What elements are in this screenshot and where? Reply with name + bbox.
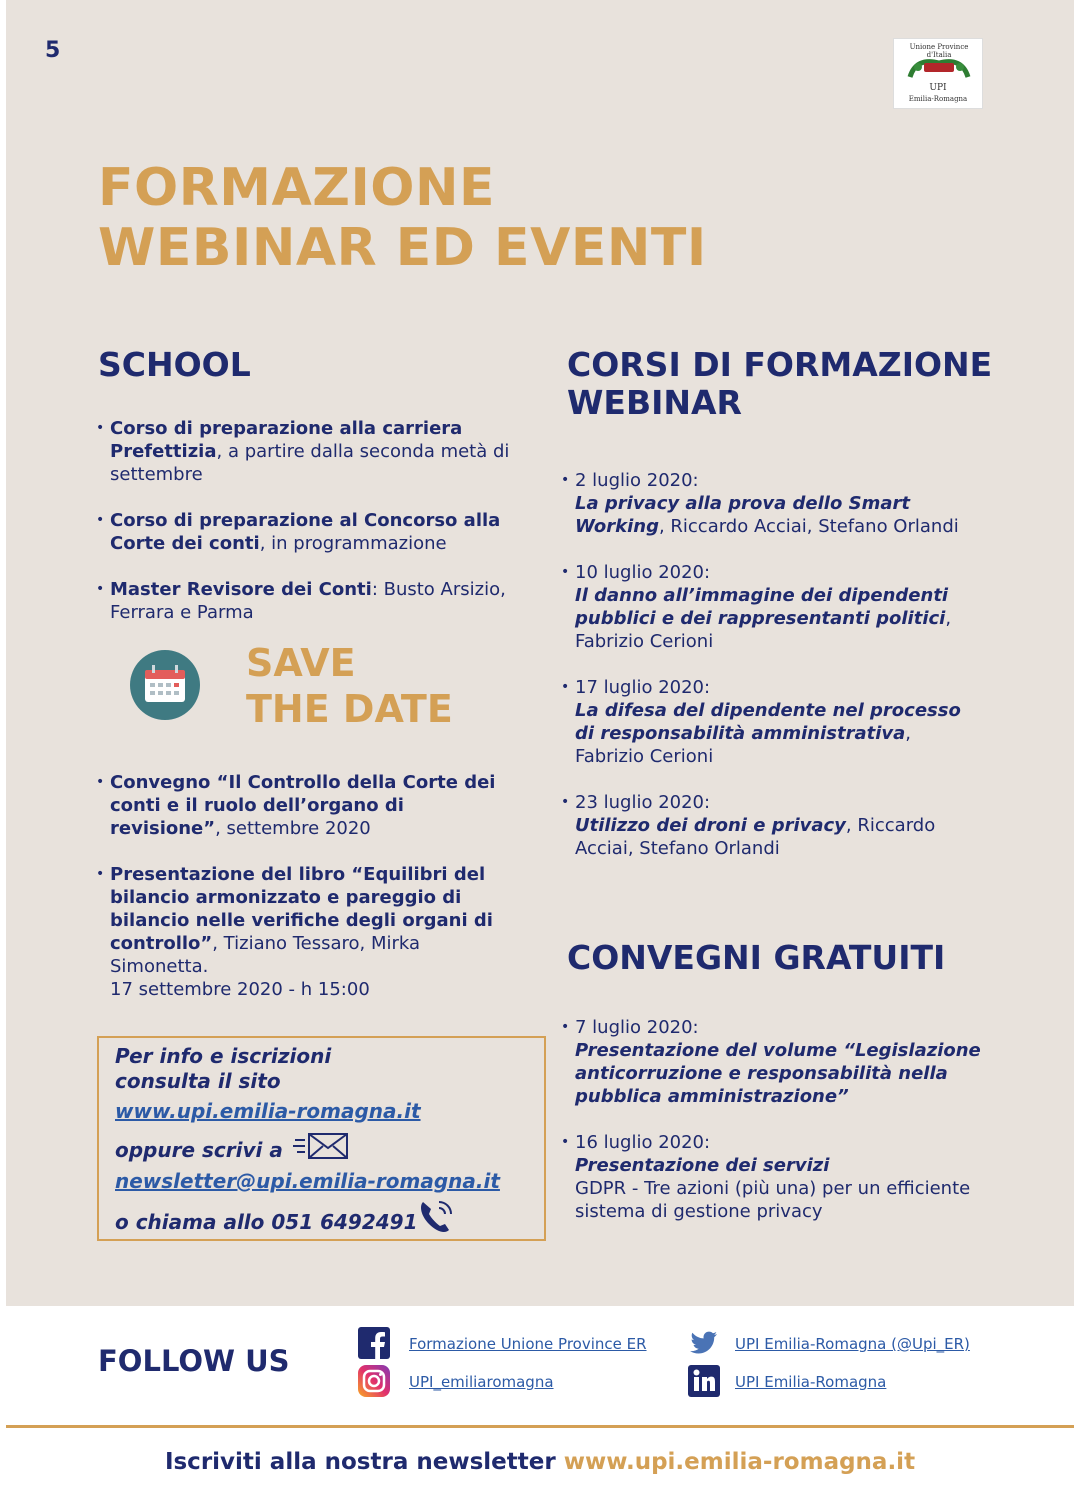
item-date: • 16 luglio 2020:: [575, 1132, 711, 1153]
item-title: La privacy alla prova dello Smart Working: [575, 493, 910, 537]
facebook-link[interactable]: Formazione Unione Province ER: [409, 1335, 647, 1353]
newsletter-label: Iscriviti alla nostra newsletter: [164, 1449, 556, 1475]
info-line-2: consulta il sito: [115, 1069, 281, 1093]
newsletter-footer: [0, 1449, 1080, 1475]
item-title: La difesa del dipendente nel processo di responsabilità amministrativa: [575, 700, 961, 744]
newsletter-url[interactable]: www.upi.emilia-romagna.it: [563, 1449, 916, 1475]
corsi-title-line-1: CORSI DI FORMAZIONE: [567, 345, 993, 384]
item-rest: , a partire dalla seconda metà di settembre: [110, 441, 510, 485]
save-the-date-heading: [246, 640, 453, 732]
list-item: [563, 791, 983, 860]
item-rest: , settembre 2020: [215, 818, 371, 839]
item-title: Presentazione dei servizi: [575, 1155, 830, 1176]
envelope-icon: [293, 1130, 351, 1162]
item-rest: , Riccardo Acciai, Stefano Orlandi: [658, 516, 959, 537]
convegni-title: CONVEGNI GRATUITI: [567, 938, 946, 977]
item-date: • 7 luglio 2020:: [575, 1017, 699, 1038]
save-date-line-1: SAVE: [246, 641, 356, 685]
twitter-icon[interactable]: [690, 1331, 718, 1355]
linkedin-link[interactable]: UPI Emilia-Romagna: [735, 1373, 887, 1391]
page-title-line-2: WEBINAR ED EVENTI: [98, 218, 707, 278]
item-extra: 17 settembre 2020 - h 15:00: [110, 979, 370, 1000]
item-rest: , Fabrizio Cerioni: [575, 723, 912, 767]
item-rest: , Fabrizio Cerioni: [575, 608, 952, 652]
item-date: • 17 luglio 2020:: [575, 677, 711, 698]
email-link[interactable]: newsletter@upi.emilia-romagna.it: [115, 1169, 500, 1193]
list-item: [563, 469, 983, 538]
item-rest: , Tiziano Tessaro, Mirka Simonetta.: [110, 933, 421, 977]
list-item: [563, 1016, 983, 1108]
page-title: [98, 158, 707, 278]
item-bold: Master Revisore dei Conti: [110, 579, 372, 600]
info-box: [97, 1036, 546, 1241]
item-rest: , Riccardo Acciai, Stefano Orlandi: [575, 815, 936, 859]
list-item: [563, 1131, 983, 1223]
item-rest: , in programmazione: [259, 533, 447, 554]
phone-text: o chiama allo 051 6492491: [115, 1210, 418, 1234]
or-write-text: oppure scrivi a: [115, 1138, 283, 1162]
linkedin-icon[interactable]: [688, 1365, 720, 1397]
convegni-list: [563, 1016, 983, 1223]
item-bold: Presentazione del libro “Equilibri del bilancio armonizzato e pareggio di bilancio nelle verifiche degli organi di controllo”: [110, 864, 493, 954]
item-date: • 2 luglio 2020:: [575, 470, 699, 491]
upi-logo: [893, 38, 983, 109]
item-rest: GDPR - Tre azioni (più una) per un efficiente sistema di gestione privacy: [575, 1178, 971, 1222]
item-title: Utilizzo dei droni e privacy: [575, 815, 846, 836]
logo-region: Emilia-Romagna: [908, 95, 968, 103]
item-date: • 10 luglio 2020:: [575, 562, 711, 583]
item-rest: : Busto Arsizio, Ferrara e Parma: [110, 579, 506, 623]
school-title: SCHOOL: [98, 345, 251, 384]
corsi-title: [567, 346, 992, 422]
logo-arc-text: Unione Province d'Italia: [909, 43, 969, 59]
list-item: [98, 863, 518, 1001]
school-list: [98, 417, 543, 624]
list-item: [98, 417, 543, 486]
item-title: Presentazione del volume “Legislazione anticorruzione e responsabilità nella pubblica amministrazione”: [575, 1040, 981, 1107]
twitter-link[interactable]: UPI Emilia-Romagna (@Upi_ER): [735, 1335, 970, 1353]
page-number: 5: [45, 38, 61, 63]
instagram-icon[interactable]: [358, 1365, 390, 1397]
list-item: [563, 676, 983, 768]
item-date: • 23 luglio 2020:: [575, 792, 711, 813]
item-bold: Corso di preparazione alla carriera Prefettizia: [110, 418, 463, 462]
item-title: Il danno all’immagine dei dipendenti pubblici e dei rappresentanti politici: [575, 585, 949, 629]
calendar-icon: [130, 650, 200, 720]
item-bold: Convegno “Il Controllo della Corte dei conti e il ruolo dell’organo di revisione”: [110, 772, 496, 839]
phone-icon: [415, 1196, 457, 1236]
instagram-link[interactable]: UPI_emiliaromagna: [409, 1373, 554, 1391]
info-line-1: Per info e iscrizioni: [115, 1044, 332, 1068]
website-link[interactable]: www.upi.emilia-romagna.it: [115, 1099, 421, 1123]
list-item: [98, 578, 543, 624]
facebook-icon[interactable]: [358, 1327, 390, 1359]
list-item: [98, 509, 543, 555]
laurel-wreath-icon: [906, 53, 972, 81]
list-item: [563, 561, 983, 653]
logo-acronym: UPI: [929, 83, 947, 93]
corsi-list: [563, 469, 983, 860]
page-title-line-1: FORMAZIONE: [98, 158, 496, 218]
corsi-title-line-2: WEBINAR: [567, 383, 742, 422]
divider: [6, 1425, 1074, 1428]
list-item: [98, 771, 518, 840]
item-bold: Corso di preparazione al Concorso alla Corte dei conti: [110, 510, 501, 554]
save-date-line-2: THE DATE: [246, 687, 453, 731]
events-list: [98, 771, 518, 1001]
follow-us-title: FOLLOW US: [98, 1344, 290, 1378]
